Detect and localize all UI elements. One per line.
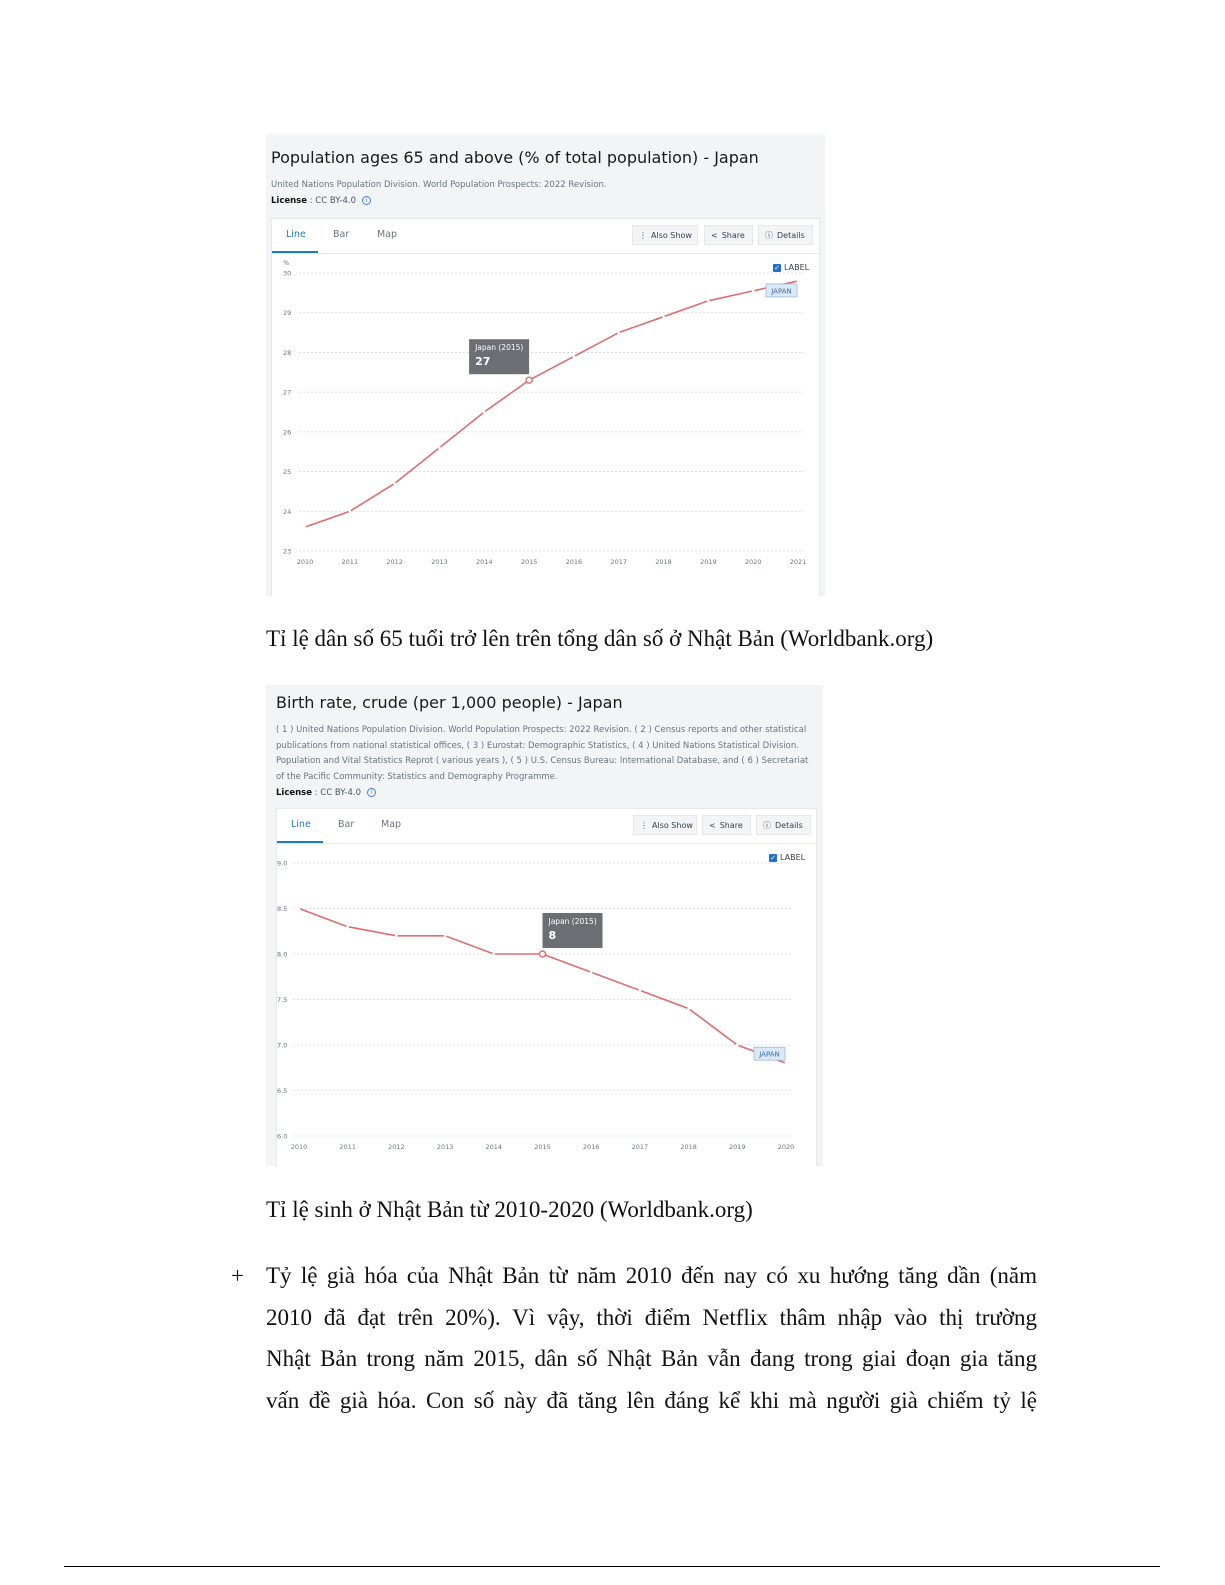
more-vertical-icon: ⋮ xyxy=(640,821,648,830)
x-tick-label: 2018 xyxy=(655,558,672,566)
paragraph-line: Nhật Bản trong năm 2015, dân số Nhật Bản vẫn đang trong giai đoạn gia tăng xyxy=(266,1346,1037,1371)
y-tick-label: 24 xyxy=(283,507,292,516)
y-tick-label: 6.5 xyxy=(277,1087,288,1095)
bullet-marker: + xyxy=(231,1263,244,1288)
figure-caption: Tỉ lệ dân số 65 tuổi trở lên trên tổng dân số ở Nhật Bản (Worldbank.org) xyxy=(266,626,934,651)
license-label: License xyxy=(271,196,308,206)
data-point xyxy=(639,989,642,992)
y-tick-label: 8.5 xyxy=(277,905,288,913)
figure-birth-rate xyxy=(266,685,823,1166)
chart-panel xyxy=(271,218,820,596)
info-icon: ⓘ xyxy=(763,821,771,830)
x-tick-label: 2013 xyxy=(436,1143,454,1151)
chart-source: ( 1 ) United Nations Population Division. World Population Prospects: 2022 Revision. ( 2 ) Census reports and other statistical publications from national statistical offices, ( 3 ) Eurostat: Demographic Statistics, ( 4 ) United Nations Statistical Division. Population and Vital Statistics Reprot ( various years ), ( 5 ) U.S. Census Bureau: International Database, and ( 6 ) Secretariat of the Pacific Community: Statistics and Demography Programme. xyxy=(276,725,809,782)
share-icon: < xyxy=(709,821,716,830)
x-tick-label: 2015 xyxy=(520,558,538,566)
tab-bar-chart[interactable]: Bar xyxy=(333,229,350,240)
data-point xyxy=(444,935,447,938)
y-tick-label: 7.5 xyxy=(277,996,288,1004)
series-label-text: JAPAN xyxy=(771,287,792,296)
share-icon: < xyxy=(711,231,718,240)
data-point xyxy=(752,290,755,293)
also-show-button[interactable]: ⋮ Also Show xyxy=(633,815,697,835)
info-icon: ⓘ xyxy=(765,231,773,240)
x-tick-label: 2021 xyxy=(789,558,807,566)
x-tick-label: 2014 xyxy=(475,558,493,566)
data-point xyxy=(785,1062,788,1065)
data-point xyxy=(493,953,496,956)
x-tick-label: 2016 xyxy=(582,1143,600,1151)
x-tick-label: 2014 xyxy=(485,1143,503,1151)
data-point xyxy=(662,315,665,318)
x-tick-label: 2011 xyxy=(339,1143,356,1151)
figure-caption: Tỉ lệ sinh ở Nhật Bản từ 2010-2020 (Worldbank.org) xyxy=(266,1197,753,1222)
license xyxy=(271,196,371,206)
license-value: : CC BY-4.0 xyxy=(312,788,361,798)
y-tick-label: 6.0 xyxy=(277,1132,288,1141)
y-tick-label: 29 xyxy=(283,309,292,318)
line-chart xyxy=(277,809,816,1166)
highlight-point xyxy=(540,951,546,957)
data-point xyxy=(590,971,593,974)
tab-line[interactable]: Line xyxy=(286,229,306,240)
tooltip-title: Japan (2015) xyxy=(475,343,524,353)
check-icon: ✓ xyxy=(774,263,780,272)
line-chart xyxy=(272,219,819,596)
info-icon[interactable]: i xyxy=(362,196,371,205)
data-point xyxy=(736,1044,739,1047)
data-point xyxy=(346,925,349,928)
data-point xyxy=(349,510,352,513)
data-point xyxy=(573,355,576,358)
x-tick-label: 2019 xyxy=(729,1143,746,1151)
x-tick-label: 2017 xyxy=(610,558,628,566)
license xyxy=(276,788,376,798)
data-point xyxy=(707,300,710,303)
series-label-text: JAPAN xyxy=(759,1050,780,1059)
x-tick-label: 2010 xyxy=(296,558,314,566)
chart-title: Population ages 65 and above (% of total population) - Japan xyxy=(271,148,759,167)
x-tick-label: 2020 xyxy=(744,558,762,566)
license-label: License xyxy=(276,788,313,798)
tab-map[interactable]: Map xyxy=(381,819,402,830)
data-point xyxy=(298,907,301,910)
y-tick-label: 23 xyxy=(283,547,292,556)
license-value: : CC BY-4.0 xyxy=(307,196,356,206)
x-tick-label: 2019 xyxy=(700,558,717,566)
info-icon[interactable]: i xyxy=(367,788,376,797)
y-tick-label: 9.0 xyxy=(277,859,288,868)
y-tick-label: 28 xyxy=(283,348,292,357)
x-tick-label: 2016 xyxy=(565,558,583,566)
tab-line[interactable]: Line xyxy=(291,819,311,830)
y-tick-label: 26 xyxy=(283,428,292,437)
chart-title: Birth rate, crude (per 1,000 people) - Japan xyxy=(276,693,623,712)
highlight-point xyxy=(526,377,532,383)
check-icon: ✓ xyxy=(770,853,776,862)
data-point xyxy=(687,1007,690,1010)
data-point xyxy=(393,482,396,485)
data-point xyxy=(797,280,800,283)
also-show-button[interactable]: ⋮ Also Show xyxy=(632,225,698,245)
y-unit-label: % xyxy=(283,259,290,267)
body-paragraph xyxy=(266,1255,1037,1421)
label-checkbox[interactable]: ✓ LABEL xyxy=(774,263,810,272)
x-tick-label: 2013 xyxy=(431,558,448,566)
paragraph-line: 2010 đã đạt trên 20%). Vì vậy, thời điểm Netflix thâm nhập vào thị trường xyxy=(266,1304,1037,1330)
label-checkbox[interactable]: ✓ LABEL xyxy=(770,853,806,862)
paragraph-line: Tỷ lệ già hóa của Nhật Bản từ năm 2010 đến nay có xu hướng tăng dần (năm xyxy=(266,1263,1037,1288)
data-point xyxy=(617,331,620,334)
y-tick-label: 30 xyxy=(283,269,292,278)
x-tick-label: 2018 xyxy=(680,1143,697,1151)
chart-source: United Nations Population Division. World Population Prospects: 2022 Revision. xyxy=(271,180,607,190)
data-point xyxy=(483,411,486,414)
more-vertical-icon: ⋮ xyxy=(639,231,647,240)
details-button[interactable]: ⓘ Details xyxy=(756,815,811,835)
paragraph-line: vấn đề già hóa. Con số này đã tăng lên đáng kể khi mà người già chiếm tỷ lệ xyxy=(266,1387,1037,1413)
share-button[interactable]: < Share xyxy=(702,815,751,835)
x-tick-label: 2017 xyxy=(631,1143,649,1151)
share-button[interactable]: < Share xyxy=(704,225,753,245)
tab-map[interactable]: Map xyxy=(377,229,398,240)
details-button[interactable]: ⓘ Details xyxy=(758,225,813,245)
x-tick-label: 2010 xyxy=(290,1143,308,1151)
tooltip-title: Japan (2015) xyxy=(548,917,597,926)
data-point xyxy=(395,935,398,938)
y-tick-label: 8.0 xyxy=(277,950,288,959)
x-tick-label: 2020 xyxy=(777,1143,795,1151)
figure-population-65 xyxy=(266,134,825,596)
y-tick-label: 25 xyxy=(283,468,292,477)
tooltip-value: 27 xyxy=(475,355,491,369)
y-tick-label: 7.0 xyxy=(277,1041,288,1050)
series-line-japan xyxy=(305,281,798,527)
footer-rule xyxy=(64,1566,1160,1567)
data-point xyxy=(438,446,441,449)
x-tick-label: 2012 xyxy=(386,558,403,566)
tab-bar-chart[interactable]: Bar xyxy=(338,819,355,830)
tooltip-value: 8 xyxy=(548,929,557,942)
x-tick-label: 2011 xyxy=(341,558,359,566)
chart-panel xyxy=(276,808,817,1166)
x-tick-label: 2012 xyxy=(388,1143,405,1151)
y-tick-label: 27 xyxy=(283,388,292,397)
data-point xyxy=(304,526,307,529)
x-tick-label: 2015 xyxy=(534,1143,551,1151)
